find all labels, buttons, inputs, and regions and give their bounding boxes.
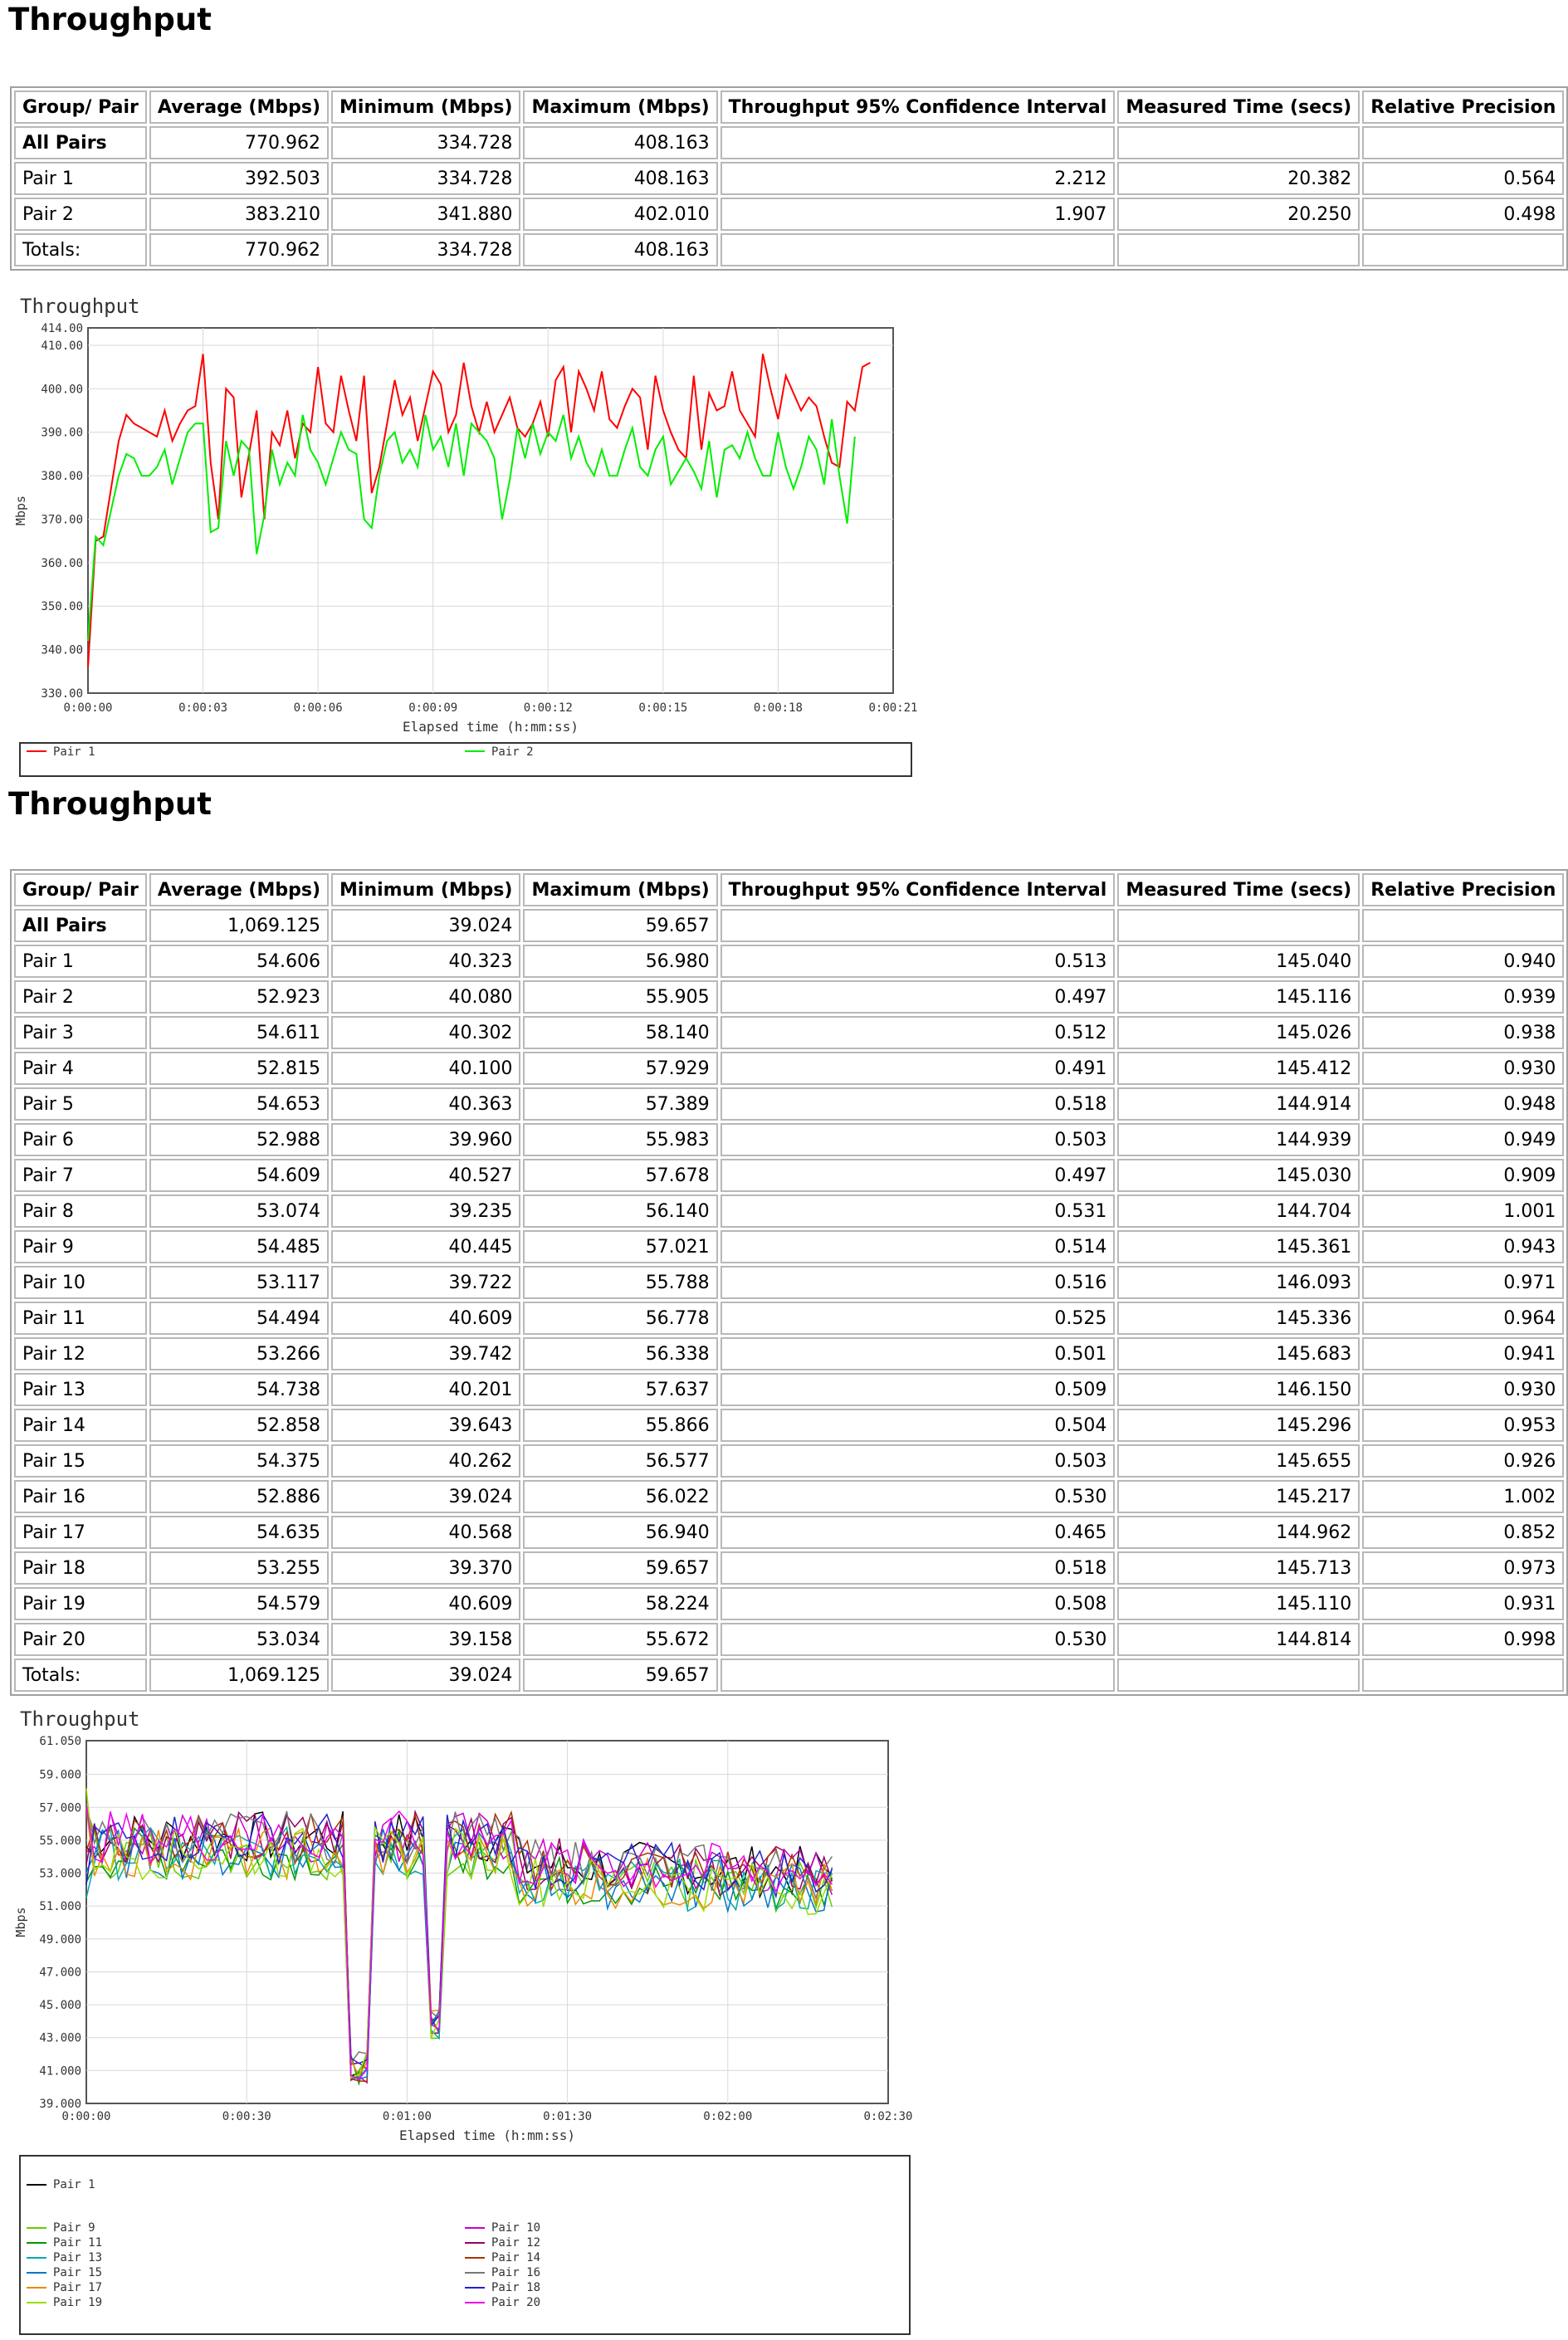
table-header-row [14, 873, 1564, 906]
table-cell: 40.609 [331, 1587, 520, 1620]
y-tick-label: 400.00 [41, 383, 83, 397]
table-cell: 0.564 [1362, 162, 1564, 195]
table-cell: 408.163 [523, 233, 717, 266]
legend-label: Pair 18 [491, 2281, 541, 2294]
table-row [14, 1123, 1564, 1156]
table-cell: 54.375 [149, 1444, 329, 1478]
x-tick-label: 0:00:15 [638, 701, 688, 715]
y-tick-label: 380.00 [41, 470, 83, 484]
y-tick-label: 350.00 [41, 600, 83, 614]
table-cell: 145.026 [1117, 1016, 1360, 1049]
table-cell: 0.501 [720, 1337, 1116, 1370]
table-cell: 0.953 [1362, 1409, 1564, 1442]
table-cell: 145.040 [1117, 945, 1360, 978]
table-row [14, 1052, 1564, 1085]
table-cell [1362, 126, 1564, 159]
column-header: Relative Precision [1362, 90, 1564, 124]
table-cell: 54.738 [149, 1373, 329, 1406]
table-row [14, 198, 1564, 231]
throughput-chart-1 [0, 291, 930, 780]
table-cell: 383.210 [149, 198, 329, 231]
table-cell: 770.962 [149, 233, 329, 266]
y-tick-label: 55.000 [39, 1834, 81, 1848]
column-header: Average (Mbps) [149, 90, 329, 124]
table-cell: 0.516 [720, 1266, 1116, 1299]
row-label: Pair 4 [14, 1052, 147, 1085]
table-cell: 145.713 [1117, 1551, 1360, 1585]
table-cell: 1.907 [720, 198, 1116, 231]
table-cell: 56.338 [523, 1337, 717, 1370]
table-cell: 0.512 [720, 1016, 1116, 1049]
table-cell: 40.527 [331, 1159, 520, 1192]
table-cell: 54.485 [149, 1230, 329, 1263]
row-label: Pair 16 [14, 1480, 147, 1513]
table-cell: 39.370 [331, 1551, 520, 1585]
y-tick-label: 45.000 [39, 1999, 81, 2013]
table-cell: 145.655 [1117, 1444, 1360, 1478]
legend-label: Pair 20 [491, 2296, 541, 2309]
table-row [14, 909, 1564, 942]
row-label: Pair 1 [14, 162, 147, 195]
table-cell: 402.010 [523, 198, 717, 231]
table-cell: 392.503 [149, 162, 329, 195]
row-label: Totals: [14, 1659, 147, 1692]
table-cell: 0.497 [720, 1159, 1116, 1192]
table-cell: 57.678 [523, 1159, 717, 1192]
table-cell: 146.093 [1117, 1266, 1360, 1299]
y-axis-label: Mbps [13, 495, 28, 526]
table-cell: 55.788 [523, 1266, 717, 1299]
table-cell: 39.643 [331, 1409, 520, 1442]
table-cell: 145.110 [1117, 1587, 1360, 1620]
legend-label: Pair 2 [491, 745, 534, 759]
table-cell: 0.498 [1362, 198, 1564, 231]
table-cell: 40.100 [331, 1052, 520, 1085]
row-label: Pair 3 [14, 1016, 147, 1049]
table-cell: 39.024 [331, 1659, 520, 1692]
table-cell: 144.814 [1117, 1623, 1360, 1656]
table-cell: 145.116 [1117, 980, 1360, 1014]
table-cell: 145.217 [1117, 1480, 1360, 1513]
table-cell: 57.021 [523, 1230, 717, 1263]
table-cell: 0.940 [1362, 945, 1564, 978]
column-header: Measured Time (secs) [1117, 873, 1360, 906]
table-row [14, 126, 1564, 159]
y-tick-label: 59.000 [39, 1768, 81, 1782]
table-cell: 52.923 [149, 980, 329, 1014]
table-cell: 0.998 [1362, 1623, 1564, 1656]
throughput-chart-2 [0, 1703, 930, 2340]
table-cell [1362, 233, 1564, 266]
table-row [14, 1659, 1564, 1692]
table-row [14, 1302, 1564, 1335]
table-row [14, 1159, 1564, 1192]
table-cell: 54.611 [149, 1016, 329, 1049]
table-cell: 0.531 [720, 1194, 1116, 1228]
table-cell: 40.080 [331, 980, 520, 1014]
row-label: Pair 9 [14, 1230, 147, 1263]
table-cell: 145.336 [1117, 1302, 1360, 1335]
y-axis-label: Mbps [13, 1907, 28, 1937]
table-row [14, 1409, 1564, 1442]
table-cell: 58.140 [523, 1016, 717, 1049]
column-header: Average (Mbps) [149, 873, 329, 906]
table-cell: 145.683 [1117, 1337, 1360, 1370]
x-tick-label: 0:00:03 [178, 701, 228, 715]
table-cell: 54.635 [149, 1516, 329, 1549]
y-tick-label: 57.000 [39, 1801, 81, 1815]
table-cell: 144.914 [1117, 1087, 1360, 1121]
table-cell: 52.815 [149, 1052, 329, 1085]
x-axis-label: Elapsed time (h:mm:ss) [399, 2127, 575, 2143]
table-row [14, 945, 1564, 978]
column-header: Minimum (Mbps) [331, 90, 520, 124]
table-row [14, 1551, 1564, 1585]
table-cell [1117, 909, 1360, 942]
y-tick-label: 390.00 [41, 426, 83, 440]
table-cell: 145.030 [1117, 1159, 1360, 1192]
y-tick-label: 414.00 [41, 322, 83, 335]
table-cell: 59.657 [523, 1551, 717, 1585]
table-cell: 0.504 [720, 1409, 1116, 1442]
table-header-row [14, 90, 1564, 124]
column-header: Maximum (Mbps) [523, 873, 717, 906]
column-header: Relative Precision [1362, 873, 1564, 906]
legend-label: Pair 9 [53, 2221, 95, 2235]
table-cell [1362, 1659, 1564, 1692]
table-cell: 1.001 [1362, 1194, 1564, 1228]
table-cell: 54.606 [149, 945, 329, 978]
table-row [14, 1587, 1564, 1620]
table-cell: 57.389 [523, 1087, 717, 1121]
table-cell [720, 1659, 1116, 1692]
x-tick-label: 0:00:18 [753, 701, 803, 715]
table-cell: 341.880 [331, 198, 520, 231]
table-row [14, 1230, 1564, 1263]
table-cell [720, 909, 1116, 942]
table-cell: 1,069.125 [149, 909, 329, 942]
x-tick-label: 0:00:21 [868, 701, 918, 715]
legend-label: Pair 19 [53, 2296, 103, 2309]
row-label: Pair 20 [14, 1623, 147, 1656]
legend-label: Pair 12 [491, 2236, 541, 2250]
section-2-title: Throughput [8, 786, 212, 822]
table-row [14, 1373, 1564, 1406]
table-cell: 53.266 [149, 1337, 329, 1370]
table-cell: 0.530 [720, 1480, 1116, 1513]
table-cell: 57.637 [523, 1373, 717, 1406]
table-row [14, 1194, 1564, 1228]
table-cell: 0.491 [720, 1052, 1116, 1085]
table-cell: 53.117 [149, 1266, 329, 1299]
table-cell: 0.971 [1362, 1266, 1564, 1299]
legend-label: Pair 1 [53, 745, 95, 759]
y-tick-label: 360.00 [41, 556, 83, 570]
x-tick-label: 0:02:30 [863, 2110, 913, 2123]
x-tick-label: 0:01:00 [382, 2110, 432, 2123]
table-cell: 57.929 [523, 1052, 717, 1085]
plot-area [86, 1741, 888, 2103]
row-label: Pair 7 [14, 1159, 147, 1192]
y-tick-label: 340.00 [41, 643, 83, 657]
column-header: Measured Time (secs) [1117, 90, 1360, 124]
table-cell: 53.255 [149, 1551, 329, 1585]
table-cell: 2.212 [720, 162, 1116, 195]
table-cell: 146.150 [1117, 1373, 1360, 1406]
table-cell: 0.852 [1362, 1516, 1564, 1549]
table-cell: 334.728 [331, 126, 520, 159]
table-cell: 40.568 [331, 1516, 520, 1549]
table-cell: 145.296 [1117, 1409, 1360, 1442]
legend-label: Pair 1 [53, 2178, 95, 2191]
row-label: All Pairs [14, 126, 147, 159]
table-cell [1117, 126, 1360, 159]
row-label: Pair 2 [14, 198, 147, 231]
table-cell: 0.503 [720, 1444, 1116, 1478]
table-cell: 55.672 [523, 1623, 717, 1656]
x-tick-label: 0:02:00 [703, 2110, 753, 2123]
section-1-title: Throughput [8, 2, 212, 37]
table-cell: 40.323 [331, 945, 520, 978]
table-cell: 54.609 [149, 1159, 329, 1192]
table-cell: 0.939 [1362, 980, 1564, 1014]
x-tick-label: 0:00:09 [408, 701, 458, 715]
table-cell: 145.412 [1117, 1052, 1360, 1085]
x-tick-label: 0:00:06 [293, 701, 343, 715]
table-cell: 0.930 [1362, 1373, 1564, 1406]
y-tick-label: 370.00 [41, 513, 83, 527]
chart-title: Throughput [20, 295, 140, 318]
table-cell [720, 233, 1116, 266]
table-row [14, 1016, 1564, 1049]
table-row [14, 1480, 1564, 1513]
table-row [14, 1623, 1564, 1656]
table-row [14, 233, 1564, 266]
table-cell [1117, 233, 1360, 266]
table-row [14, 162, 1564, 195]
row-label: Pair 5 [14, 1087, 147, 1121]
table-cell: 334.728 [331, 233, 520, 266]
table-cell: 52.988 [149, 1123, 329, 1156]
chart-title: Throughput [20, 1707, 140, 1731]
table-cell: 39.235 [331, 1194, 520, 1228]
table-cell: 144.939 [1117, 1123, 1360, 1156]
table-cell: 0.465 [720, 1516, 1116, 1549]
table-cell: 770.962 [149, 126, 329, 159]
row-label: Pair 19 [14, 1587, 147, 1620]
table-cell: 0.964 [1362, 1302, 1564, 1335]
throughput-table-1 [10, 86, 1568, 271]
legend-box [20, 2156, 910, 2334]
table-cell: 0.909 [1362, 1159, 1564, 1192]
throughput-table-2 [10, 869, 1568, 1696]
table-cell: 20.250 [1117, 198, 1360, 231]
y-tick-label: 41.000 [39, 2064, 81, 2079]
table-cell: 55.983 [523, 1123, 717, 1156]
table-cell: 54.494 [149, 1302, 329, 1335]
table-row [14, 980, 1564, 1014]
legend-label: Pair 11 [53, 2236, 103, 2250]
legend-label: Pair 14 [491, 2251, 541, 2264]
legend-label: Pair 15 [53, 2266, 103, 2279]
row-label: Pair 6 [14, 1123, 147, 1156]
table-cell: 39.742 [331, 1337, 520, 1370]
table-cell: 54.653 [149, 1087, 329, 1121]
table-cell: 52.858 [149, 1409, 329, 1442]
x-tick-label: 0:00:00 [63, 701, 113, 715]
y-tick-label: 51.000 [39, 1900, 81, 1914]
row-label: Totals: [14, 233, 147, 266]
table-cell: 59.657 [523, 1659, 717, 1692]
x-tick-label: 0:00:00 [61, 2110, 111, 2123]
table-cell: 0.938 [1362, 1016, 1564, 1049]
table-cell: 0.514 [720, 1230, 1116, 1263]
table-cell: 56.940 [523, 1516, 717, 1549]
table-cell [720, 126, 1116, 159]
row-label: Pair 12 [14, 1337, 147, 1370]
table-row [14, 1087, 1564, 1121]
table-cell: 0.518 [720, 1551, 1116, 1585]
table-cell: 408.163 [523, 162, 717, 195]
table-cell: 0.513 [720, 945, 1116, 978]
table-cell: 40.609 [331, 1302, 520, 1335]
table-cell: 0.508 [720, 1587, 1116, 1620]
row-label: Pair 1 [14, 945, 147, 978]
table-cell: 56.577 [523, 1444, 717, 1478]
legend-label: Pair 13 [53, 2251, 103, 2264]
table-cell: 0.509 [720, 1373, 1116, 1406]
legend-box [20, 743, 911, 776]
y-tick-label: 410.00 [41, 339, 83, 353]
x-tick-label: 0:00:12 [523, 701, 573, 715]
y-tick-label: 43.000 [39, 2031, 81, 2045]
row-label: Pair 14 [14, 1409, 147, 1442]
table-cell: 1.002 [1362, 1480, 1564, 1513]
table-cell: 55.905 [523, 980, 717, 1014]
table-cell: 58.224 [523, 1587, 717, 1620]
table-cell: 334.728 [331, 162, 520, 195]
table-cell: 54.579 [149, 1587, 329, 1620]
table-cell: 145.361 [1117, 1230, 1360, 1263]
row-label: Pair 8 [14, 1194, 147, 1228]
table-cell: 0.503 [720, 1123, 1116, 1156]
row-label: Pair 15 [14, 1444, 147, 1478]
legend-label: Pair 10 [491, 2221, 541, 2235]
table-cell: 52.886 [149, 1480, 329, 1513]
table-cell: 0.943 [1362, 1230, 1564, 1263]
y-tick-label: 47.000 [39, 1966, 81, 1980]
table-cell: 1,069.125 [149, 1659, 329, 1692]
table-row [14, 1516, 1564, 1549]
table-cell: 59.657 [523, 909, 717, 942]
table-cell: 56.980 [523, 945, 717, 978]
x-tick-label: 0:01:30 [543, 2110, 593, 2123]
table-cell: 0.931 [1362, 1587, 1564, 1620]
table-cell: 0.525 [720, 1302, 1116, 1335]
table-cell: 0.530 [720, 1623, 1116, 1656]
table-cell: 0.949 [1362, 1123, 1564, 1156]
table-cell: 53.074 [149, 1194, 329, 1228]
table-cell [1362, 909, 1564, 942]
table-cell: 39.722 [331, 1266, 520, 1299]
table-cell [1117, 1659, 1360, 1692]
row-label: Pair 17 [14, 1516, 147, 1549]
column-header: Maximum (Mbps) [523, 90, 717, 124]
table-cell: 20.382 [1117, 162, 1360, 195]
table-cell: 0.973 [1362, 1551, 1564, 1585]
y-tick-label: 53.000 [39, 1867, 81, 1881]
table-cell: 0.930 [1362, 1052, 1564, 1085]
table-cell: 53.034 [149, 1623, 329, 1656]
x-axis-label: Elapsed time (h:mm:ss) [403, 719, 579, 735]
x-tick-label: 0:00:30 [222, 2110, 271, 2123]
table-cell: 40.445 [331, 1230, 520, 1263]
column-header: Minimum (Mbps) [331, 873, 520, 906]
row-label: Pair 13 [14, 1373, 147, 1406]
table-row [14, 1337, 1564, 1370]
row-label: Pair 2 [14, 980, 147, 1014]
table-cell: 39.960 [331, 1123, 520, 1156]
table-cell: 39.024 [331, 909, 520, 942]
row-label: Pair 10 [14, 1266, 147, 1299]
column-header: Group/ Pair [14, 90, 147, 124]
table-cell: 0.926 [1362, 1444, 1564, 1478]
y-tick-label: 39.000 [39, 2098, 81, 2111]
table-cell: 0.941 [1362, 1337, 1564, 1370]
table-cell: 0.518 [720, 1087, 1116, 1121]
table-row [14, 1444, 1564, 1478]
table-cell: 0.497 [720, 980, 1116, 1014]
table-cell: 39.158 [331, 1623, 520, 1656]
table-cell: 56.778 [523, 1302, 717, 1335]
row-label: Pair 18 [14, 1551, 147, 1585]
table-cell: 56.022 [523, 1480, 717, 1513]
table-row [14, 1266, 1564, 1299]
legend-label: Pair 17 [53, 2281, 103, 2294]
y-tick-label: 330.00 [41, 687, 83, 701]
legend-label: Pair 16 [491, 2266, 541, 2279]
table-cell: 40.302 [331, 1016, 520, 1049]
column-header: Group/ Pair [14, 873, 147, 906]
row-label: Pair 11 [14, 1302, 147, 1335]
y-tick-label: 61.050 [39, 1735, 81, 1748]
table-cell: 0.948 [1362, 1087, 1564, 1121]
table-cell: 144.962 [1117, 1516, 1360, 1549]
column-header: Throughput 95% Confidence Interval [720, 873, 1116, 906]
table-cell: 40.201 [331, 1373, 520, 1406]
table-cell: 40.363 [331, 1087, 520, 1121]
table-cell: 55.866 [523, 1409, 717, 1442]
y-tick-label: 49.000 [39, 1932, 81, 1947]
table-cell: 40.262 [331, 1444, 520, 1478]
table-cell: 144.704 [1117, 1194, 1360, 1228]
row-label: All Pairs [14, 909, 147, 942]
table-cell: 56.140 [523, 1194, 717, 1228]
column-header: Throughput 95% Confidence Interval [720, 90, 1116, 124]
table-cell: 408.163 [523, 126, 717, 159]
table-cell: 39.024 [331, 1480, 520, 1513]
